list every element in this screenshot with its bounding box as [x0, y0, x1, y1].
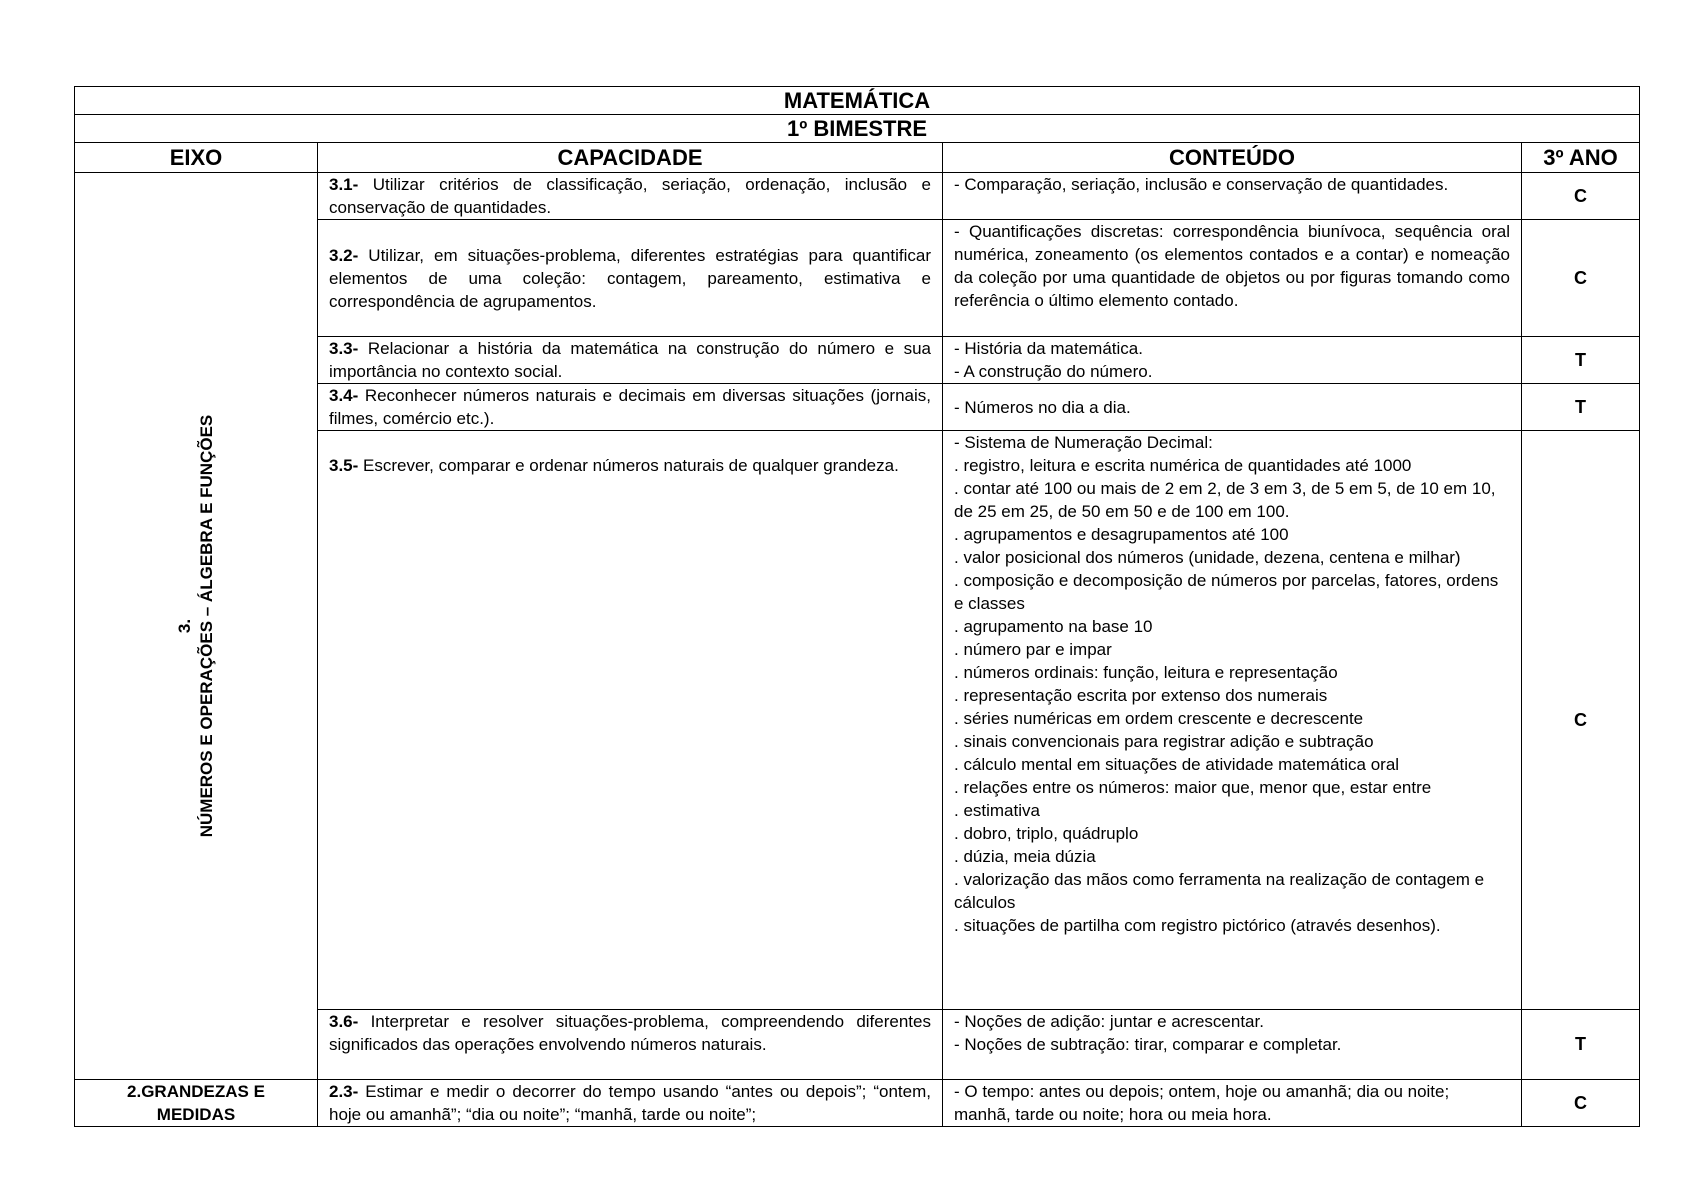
eixo-grandezas-cell: 2.GRANDEZAS E MEDIDAS: [75, 1080, 318, 1127]
table-row: [75, 173, 1640, 220]
ano-cell: C: [1522, 173, 1640, 220]
ano-cell: C: [1522, 220, 1640, 337]
ano-cell: T: [1522, 384, 1640, 431]
capacidade-cell: 3.2- Utilizar, em situações-problema, diferentes estratégias para quantificar elementos de uma coleção: contagem, pareamento, estimativa e correspondência de agrupamentos.: [318, 220, 943, 337]
header-ano: 3º ANO: [1522, 143, 1640, 173]
table-subtitle: 1º BIMESTRE: [75, 115, 1640, 143]
capacidade-cell: 3.4- Reconhecer números naturais e decimais em diversas situações (jornais, filmes, comércio etc.).: [318, 384, 943, 431]
table-title: MATEMÁTICA: [75, 87, 1640, 115]
eixo-numeros-cell: [75, 173, 318, 1080]
conteudo-cell: - O tempo: antes ou depois; ontem, hoje ou amanhã; dia ou noite; manhã, tarde ou noite; hora ou meia hora.: [943, 1080, 1522, 1127]
conteudo-cell: - Números no dia a dia.: [943, 384, 1522, 431]
capacidade-cell: 3.1- Utilizar critérios de classificação, seriação, ordenação, inclusão e conservação de quantidades.: [318, 173, 943, 220]
conteudo-cell: - Quantificações discretas: correspondência biunívoca, sequência oral numérica, zoneamento (os elementos contados e a contar) e nomeação da coleção por uma quantidade de objetos ou por figuras tomando como referência o último elemento contado.: [943, 220, 1522, 337]
eixo-numeros-label: 3. NÚMEROS E OPERAÇÕES – ÁLGEBRA E FUNÇÕES: [175, 414, 216, 838]
ano-cell: T: [1522, 337, 1640, 384]
conteudo-cell: - História da matemática. - A construção do número.: [943, 337, 1522, 384]
capacidade-cell: 3.5- Escrever, comparar e ordenar números naturais de qualquer grandeza.: [318, 431, 943, 1010]
conteudo-cell: - Sistema de Numeração Decimal: . registro, leitura e escrita numérica de quantidades até 1000 . contar até 100 ou mais de 2 em 2, de 3 em 3, de 5 em 5, de 10 em 10, de 25 em 25, de 50 em 50 e de 100 em 100. . agrupamentos e desagrupamentos até 100 . valor posicional dos números (unidade, dezena, centena e milhar) . composição e decomposição de números por parcelas, fatores, ordens e classes . agrupamento na base 10 . número par e impar . números ordinais: função, leitura e representação . representação escrita por extenso dos numerais . séries numéricas em ordem crescente e decrescente . sinais convencionais para registrar adição e subtração . cálculo mental em situações de atividade matemática oral . relações entre os números: maior que, menor que, estar entre . estimativa . dobro, triplo, quádruplo . dúzia, meia dúzia . valorização das mãos como ferramenta na realização de contagem e cálculos . situações de partilha com registro pictórico (através desenhos).: [943, 431, 1522, 1010]
header-conteudo: CONTEÚDO: [943, 143, 1522, 173]
conteudo-cell: - Comparação, seriação, inclusão e conservação de quantidades.: [943, 173, 1522, 220]
table-row: [75, 1080, 1640, 1127]
capacidade-cell: 3.6- Interpretar e resolver situações-problema, compreendendo diferentes significados das operações envolvendo números naturais.: [318, 1010, 943, 1080]
ano-cell: C: [1522, 1080, 1640, 1127]
capacidade-cell: 3.3- Relacionar a história da matemática na construção do número e sua importância no contexto social.: [318, 337, 943, 384]
ano-cell: T: [1522, 1010, 1640, 1080]
conteudo-cell: - Noções de adição: juntar e acrescentar. - Noções de subtração: tirar, comparar e completar.: [943, 1010, 1522, 1080]
header-eixo: EIXO: [75, 143, 318, 173]
capacidade-cell: 2.3- Estimar e medir o decorrer do tempo usando “antes ou depois”; “ontem, hoje ou amanhã”; “dia ou noite”; “manhã, tarde ou noite”;: [318, 1080, 943, 1127]
curriculum-table: [74, 86, 1640, 1127]
ano-cell: C: [1522, 431, 1640, 1010]
header-capacidade: CAPACIDADE: [318, 143, 943, 173]
